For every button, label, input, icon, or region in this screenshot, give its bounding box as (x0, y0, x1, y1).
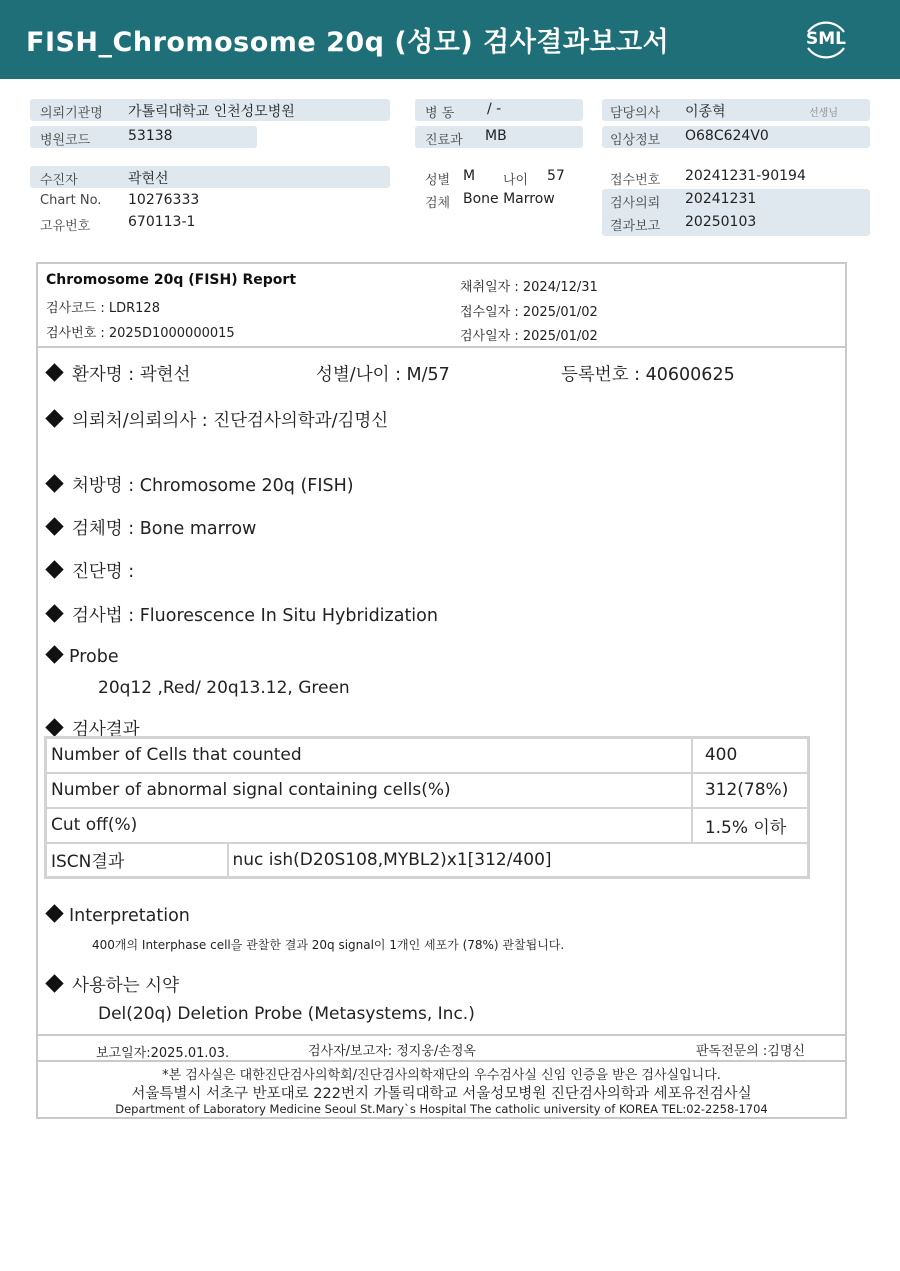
interpretation-heading-text: Interpretation (69, 906, 190, 926)
request-report-block (602, 189, 870, 236)
age-value: 57 (547, 168, 565, 184)
examinee-value: 곽현선 (128, 171, 169, 187)
accreditation-notice: *본 검사실은 대한진단검사의학회/진단검사의학재단의 우수검사실 신임 인증을 받은 검사실입니다. (162, 1068, 721, 1083)
department-value: MB (485, 128, 507, 144)
report-header (38, 264, 845, 348)
clinical-value: O68C624V0 (685, 128, 769, 144)
specimen-label: 검체 (425, 196, 451, 211)
test-method-text: 검사법 : Fluorescence In Situ Hybridization (72, 606, 438, 626)
diamond-bullet-icon (45, 974, 63, 992)
referrer-text: 의뢰처/의뢰의사 : 진단검사의학과/김명신 (72, 411, 389, 431)
probe-value: 20q12 ,Red/ 20q13.12, Green (98, 678, 350, 698)
sex-value: M (463, 168, 476, 184)
unique-value: 670113-1 (128, 214, 196, 230)
clinical-row (602, 126, 870, 148)
test-number: 검사번호 : 2025D1000000015 (46, 326, 235, 341)
exam-date: 검사일자 : 2025/01/02 (460, 329, 598, 344)
patient-name-text: 환자명 : 곽현선 (72, 365, 191, 385)
unique-label: 고유번호 (40, 219, 91, 234)
probe-heading (46, 647, 119, 667)
specimen-name (46, 515, 256, 540)
sex-age-row (415, 166, 585, 188)
doctor-suffix: 선생님 (809, 108, 838, 119)
cutoff-value: 1.5% 이하 (692, 808, 809, 843)
ward-row (415, 99, 583, 121)
specimen-value: Bone Marrow (463, 191, 555, 207)
ward-label: 병 동 (425, 106, 455, 121)
header-bar (0, 0, 900, 79)
interpretation-heading (46, 906, 190, 926)
chart-row (30, 190, 390, 212)
abnormal-value: 312(78%) (692, 773, 809, 808)
examinee-label: 수진자 (40, 173, 78, 188)
cells-counted-label: Number of Cells that counted (46, 738, 692, 773)
unique-row (30, 212, 390, 234)
diamond-bullet-icon (45, 604, 63, 622)
iscn-value: nuc ish(D20S108,MYBL2)x1[312/400] (228, 843, 809, 878)
clinical-label: 임상정보 (610, 133, 661, 148)
examiner: 검사자/보고자: 정지웅/손정옥 (308, 1044, 476, 1059)
request-label: 검사의뢰 (610, 196, 661, 211)
request-value: 20241231 (685, 191, 757, 207)
ward-value: / - (487, 101, 502, 117)
lab-address: 서울특별시 서초구 반포대로 222번지 가톨릭대학교 서울성모병원 진단검사의학과 세포유전검사실 (131, 1086, 752, 1102)
report-date: 보고일자:2025.01.03. (96, 1046, 230, 1061)
report-box (36, 262, 847, 1119)
cells-counted-value: 400 (692, 738, 809, 773)
diamond-bullet-icon (45, 718, 63, 736)
diamond-bullet-icon (45, 517, 63, 535)
receipt-row (602, 166, 870, 188)
reagent-value: Del(20q) Deletion Probe (Metasystems, Inc.) (98, 1004, 475, 1024)
report-title: Chromosome 20q (FISH) Report (46, 272, 297, 288)
prescription-text: 처방명 : Chromosome 20q (FISH) (72, 476, 354, 496)
table-row (46, 738, 809, 773)
doctor-row (602, 99, 870, 121)
diamond-bullet-icon (45, 474, 63, 492)
signature-row (38, 1036, 845, 1062)
prescription (46, 472, 354, 497)
collect-date: 채취일자 : 2024/12/31 (460, 280, 598, 295)
receipt-value: 20241231-90194 (685, 168, 806, 184)
result-table (44, 736, 810, 879)
diagnosis (46, 558, 134, 583)
specimen-name-text: 검체명 : Bone marrow (72, 519, 257, 539)
table-row (46, 808, 809, 843)
doctor-value: 이종혁 (685, 104, 726, 120)
registration-number: 등록번호 : 40600625 (561, 365, 735, 385)
page-title: FISH_Chromosome 20q (성모) 검사결과보고서 (26, 27, 670, 58)
diamond-bullet-icon (45, 363, 63, 381)
referrer (46, 407, 388, 432)
report-footer (38, 1034, 845, 1117)
reagent-heading (46, 972, 179, 997)
diamond-bullet-icon (45, 560, 63, 578)
department-row (415, 126, 583, 148)
table-row (46, 843, 809, 878)
hospital-code-label: 병원코드 (40, 133, 91, 148)
reviewer: 판독전문의 :김명신 (696, 1044, 805, 1059)
sex-label: 성별 (425, 173, 451, 188)
sex-age: 성별/나이 : M/57 (316, 365, 450, 385)
receipt-date: 접수일자 : 2025/01/02 (460, 305, 598, 320)
diamond-bullet-icon (45, 409, 63, 427)
institution-value: 가톨릭대학교 인천성모병원 (128, 104, 295, 120)
iscn-label: ISCN결과 (46, 843, 228, 878)
interpretation-text: 400개의 Interphase cell을 관찰한 결과 20q signal이 1개인 세포가 (78%) 관찰됩니다. (92, 938, 565, 952)
report-value: 20250103 (685, 214, 757, 230)
department-label: 진료과 (425, 133, 463, 148)
patient-name (46, 361, 190, 386)
sml-logo (798, 12, 854, 68)
institution-label: 의뢰기관명 (40, 106, 103, 121)
logo-text: SML (806, 29, 846, 49)
examinee-row (30, 166, 390, 188)
result-heading-text: 검사결과 (72, 720, 140, 740)
table-row (46, 773, 809, 808)
chart-label: Chart No. (40, 193, 102, 208)
probe-heading-text: Probe (69, 647, 119, 667)
hospital-code-row (30, 126, 257, 148)
diamond-bullet-icon (45, 904, 63, 922)
test-code: 검사코드 : LDR128 (46, 301, 160, 316)
cutoff-label: Cut off(%) (46, 808, 692, 843)
chart-value: 10276333 (128, 192, 200, 208)
institution-row (30, 99, 390, 121)
diagnosis-text: 진단명 : (72, 562, 135, 582)
diamond-bullet-icon (45, 645, 63, 663)
doctor-label: 담당의사 (610, 106, 661, 121)
reagent-heading-text: 사용하는 시약 (72, 976, 179, 996)
hospital-code-value: 53138 (128, 128, 173, 144)
report-label: 결과보고 (610, 219, 661, 234)
test-method (46, 602, 438, 627)
age-label: 나이 (503, 173, 529, 188)
abnormal-label: Number of abnormal signal containing cells(%) (46, 773, 692, 808)
receipt-label: 접수번호 (610, 173, 661, 188)
department-english: Department of Laboratory Medicine Seoul St.Mary`s Hospital The catholic university of KOREA TEL:02-2258-1704 (115, 1102, 768, 1116)
specimen-row (415, 189, 585, 211)
